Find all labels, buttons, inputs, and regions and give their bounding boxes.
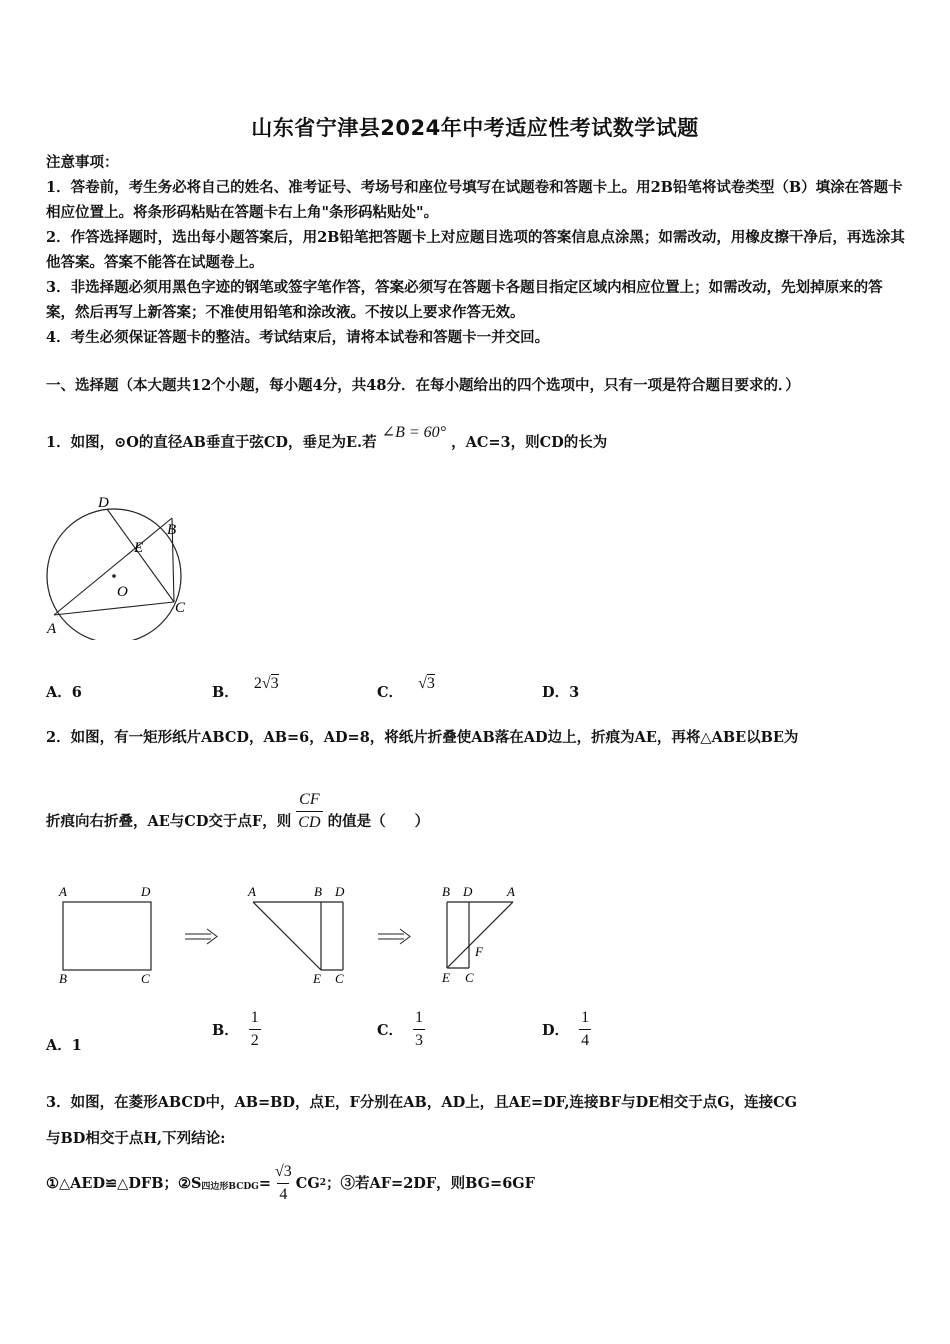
label-c: C <box>175 600 186 616</box>
q3-conclusion-1-2: ①△AED≌△DFB；②S <box>46 1175 202 1192</box>
q1-option-b[interactable] <box>212 675 279 702</box>
q2-option-a[interactable] <box>46 1034 82 1055</box>
numerator: 1 <box>250 1009 259 1026</box>
label-o: O <box>117 584 128 600</box>
fig3-label-f: F <box>475 944 483 959</box>
note-item-4: 4．考生必须保证答题卡的整洁。考试结束后，请将本试卷和答题卡一并交回。 <box>46 329 550 346</box>
denominator: CD <box>296 811 322 833</box>
fig2-label-d: D <box>335 884 345 899</box>
q1-text-after: ，AC=3，则CD的长为 <box>451 434 608 451</box>
denominator: 4 <box>277 1183 289 1205</box>
option-value: 6 <box>71 684 82 701</box>
q2-option-b[interactable] <box>212 1008 261 1051</box>
label-d: D <box>98 495 109 511</box>
q1-circle-figure <box>40 488 200 640</box>
denominator: 3 <box>413 1029 425 1051</box>
q1-text-before: 1．如图，⊙O的直径AB垂直于弦CD，垂足为E.若 <box>46 434 377 451</box>
radicand: 3 <box>426 675 435 692</box>
segment-ac <box>54 602 174 615</box>
fig1-label-d: D <box>141 884 151 899</box>
option-value: 3 <box>569 684 580 701</box>
fig3-label-e: E <box>442 970 450 985</box>
denominator: 2 <box>249 1029 261 1051</box>
option-fraction <box>579 1008 591 1051</box>
q3-cg: CG <box>295 1175 320 1192</box>
option-label: C． <box>377 684 404 701</box>
option-label: D． <box>542 684 570 701</box>
arrow-icon <box>378 929 410 944</box>
fig2-label-e: E <box>313 971 321 986</box>
numerator: 1 <box>581 1009 590 1026</box>
fig3-label-a: A <box>507 884 515 899</box>
question-2-line1: 2．如图，有一矩形纸片ABCD，AB=6，AD=8，将纸片折叠使AB落在AD边上，折痕为AE，再将△ABE以BE为 <box>46 729 799 746</box>
q1-angle-formula: ∠B = 60° <box>381 424 447 441</box>
q1-option-d[interactable] <box>542 681 579 702</box>
notes-section <box>46 150 906 350</box>
fig1-label-a: A <box>59 884 67 899</box>
notes-heading: 注意事项： <box>46 154 119 171</box>
q2-text-before: 折痕向右折叠，AE与CD交于点F，则 <box>46 812 292 830</box>
page-title: 山东省宁津县2024年中考适应性考试数学试题 <box>251 116 699 140</box>
option-fraction <box>249 1008 261 1051</box>
q2-folding-figures <box>55 880 535 990</box>
option-label: B． <box>212 684 239 701</box>
note-item-2: 2．作答选择题时，选出每小题答案后，用2B铅笔把答题卡上对应题目选项的答案信息点涂黑；如需改动，用橡皮擦干净后，再选涂其他答案。答案不能答在试题卷上。 <box>46 229 905 271</box>
arrow-icon <box>185 929 217 944</box>
fig3-label-c: C <box>465 970 474 985</box>
section-heading: 一、选择题（本大题共12个小题，每小题4分，共48分．在每小题给出的四个选项中，只有一项是符合题目要求的．） <box>46 377 800 394</box>
q1-option-c[interactable] <box>377 675 435 702</box>
fig1-label-b: B <box>59 971 67 986</box>
fig2-label-c: C <box>335 971 344 986</box>
fig3-label-b: B <box>442 884 450 899</box>
label-a: A <box>47 621 57 637</box>
label-e: E <box>134 540 144 556</box>
q3-equals: = <box>258 1175 272 1192</box>
fig2-label-a: A <box>248 884 256 899</box>
option-label: B． <box>212 1022 239 1039</box>
question-3-line2: 与BD相交于点H,下列结论: <box>46 1130 226 1147</box>
q2-fraction-cf-cd <box>296 790 322 833</box>
numerator: CF <box>299 791 320 808</box>
option-label: C． <box>377 1022 404 1039</box>
numerator: √3 <box>275 1163 292 1180</box>
q3-subscript: 四边形BCDG <box>201 1182 259 1192</box>
diameter-ab <box>54 518 172 615</box>
q3-fraction-sqrt3-4 <box>273 1162 294 1205</box>
fig2-label-b: B <box>314 884 322 899</box>
option-fraction <box>413 1008 425 1051</box>
option-label: A． <box>46 1037 72 1054</box>
option-label: D． <box>542 1022 570 1039</box>
sqrt-symbol: √ <box>418 675 427 692</box>
note-item-1: 1．答卷前，考生务必将自己的姓名、准考证号、考场号和座位号填写在试题卷和答题卡上。用2B铅笔将试卷类型（B）填涂在答题卡相应位置上。将条形码粘贴在答题卡右上角"条形码粘贴处"。 <box>46 179 903 221</box>
radicand: 3 <box>270 675 279 692</box>
center-point <box>112 574 116 578</box>
option-label: A． <box>46 684 72 701</box>
q1-b-formula <box>254 675 279 692</box>
q3-conclusion-3: ；③若AF=2DF，则BG=6GF <box>326 1175 535 1192</box>
question-3-line3 <box>46 1162 906 1205</box>
numerator: 1 <box>415 1009 424 1026</box>
fig1-rectangle <box>63 902 151 970</box>
q1-c-formula <box>418 675 435 692</box>
q1-option-a[interactable] <box>46 681 82 702</box>
q2-option-d[interactable] <box>542 1008 591 1051</box>
fig1-label-c: C <box>141 971 150 986</box>
fig2-shape <box>253 902 343 970</box>
question-3-line1: 3．如图，在菱形ABCD中，AB=BD，点E，F分别在AB，AD上，且AE=DF,连接BF与DE相交于点G，连接CG <box>46 1094 798 1111</box>
note-item-3: 3．非选择题必须用黑色字迹的钢笔或签字笔作答，答案必须写在答题卡各题目指定区域内相应位置上；如需改动，先划掉原来的答案，然后再写上新答案；不准使用铅笔和涂改液。不按以上要求作答无效。 <box>46 279 883 321</box>
question-1-stem <box>46 424 906 455</box>
fig3-label-d: D <box>463 884 473 899</box>
q2-option-c[interactable] <box>377 1008 425 1051</box>
option-value: 1 <box>71 1037 82 1054</box>
label-b: B <box>167 522 177 538</box>
sqrt-symbol: √ <box>261 675 271 692</box>
coefficient: 2 <box>253 675 262 692</box>
question-2-line2 <box>46 790 906 833</box>
q2-text-after: 的值是（ ） <box>327 812 430 830</box>
denominator: 4 <box>579 1029 591 1051</box>
q3-superscript: 2 <box>319 1178 326 1188</box>
